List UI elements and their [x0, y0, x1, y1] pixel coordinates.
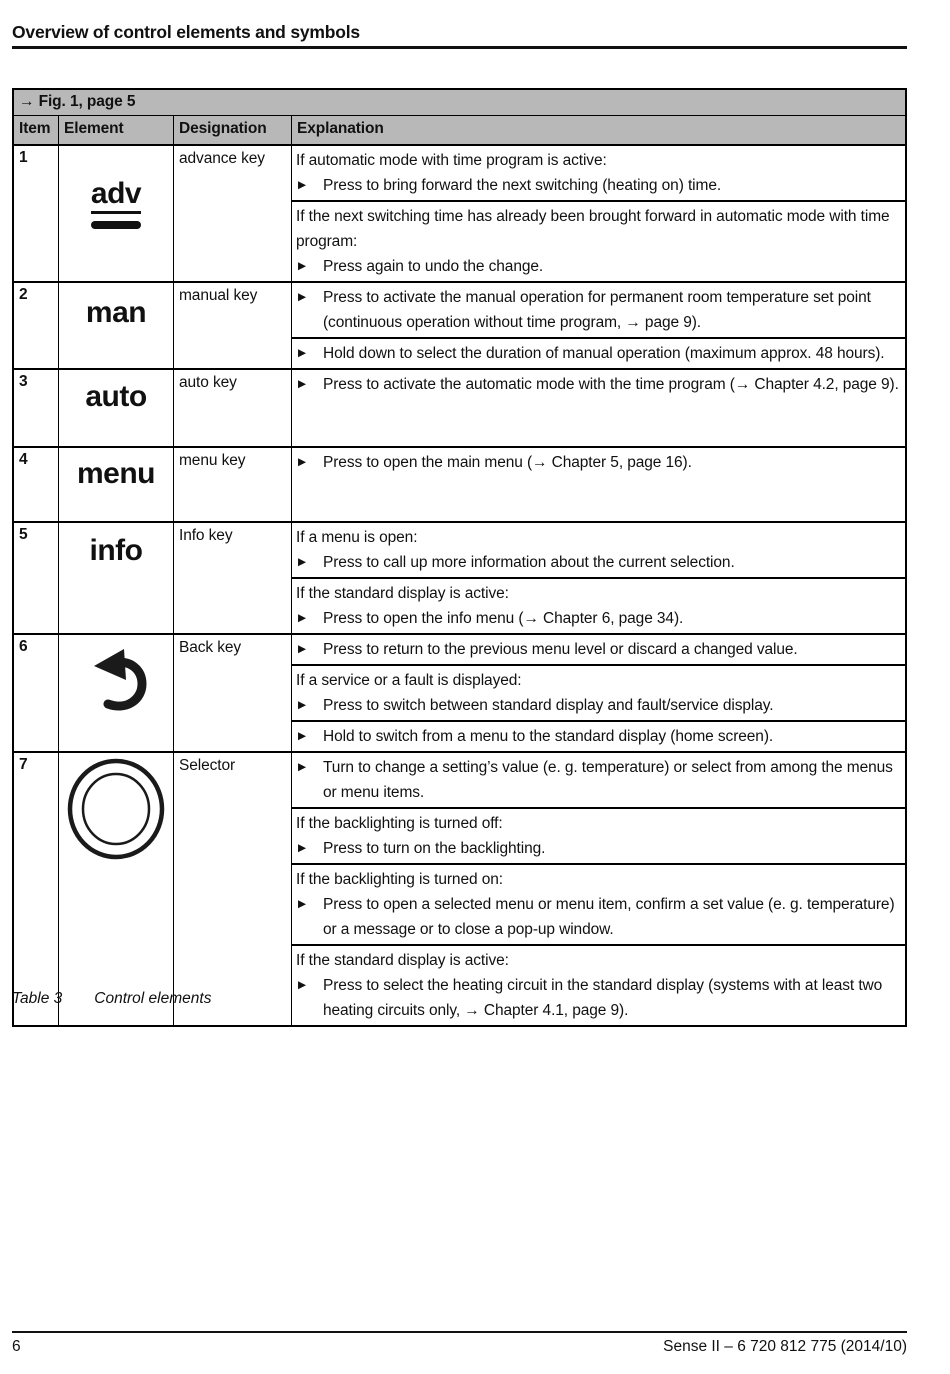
explanation-cell	[292, 635, 905, 751]
table-fig-header	[14, 90, 905, 116]
bullet-item	[296, 724, 899, 749]
explanation-subrow	[292, 863, 905, 944]
table-row	[14, 144, 905, 281]
designation-cell: Back key	[174, 635, 292, 751]
footer-document-id: Sense II – 6 720 812 775 (2014/10)	[663, 1338, 907, 1355]
bullet-item	[296, 341, 899, 366]
designation-cell: menu key	[174, 448, 292, 521]
bullet-item	[296, 892, 899, 942]
item-cell	[14, 283, 59, 368]
bullet-text: Press to activate the automatic mode with the time program (→ Chapter 4.2, page 9).	[323, 376, 899, 393]
condition-text: If a menu is open:	[296, 529, 418, 546]
bullet-item	[296, 973, 899, 1023]
bullet-triangle-icon: ▶	[298, 260, 307, 272]
explanation-cell	[292, 370, 905, 446]
bullet-triangle-icon: ▶	[298, 643, 307, 655]
bullet-text: Press to switch between standard display and fault/service display.	[323, 697, 774, 714]
bullet-triangle-icon: ▶	[298, 612, 307, 624]
explanation-subrow	[292, 807, 905, 863]
condition-text: If automatic mode with time program is active:	[296, 152, 607, 169]
bullet-triangle-icon: ▶	[298, 179, 307, 191]
bullet-text: Hold to switch from a menu to the standard display (home screen).	[323, 728, 774, 745]
condition-text: If the standard display is active:	[296, 952, 509, 969]
bullet-item	[296, 693, 899, 718]
bullet-triangle-icon: ▶	[298, 291, 307, 303]
bullet-text: Press to turn on the backlighting.	[323, 840, 546, 857]
bullet-text: Press to activate the manual operation for permanent room temperature set point (continuous operation without time program, → page 9).	[323, 289, 871, 331]
item-number: 7	[19, 756, 28, 773]
bullet-text: Turn to change a setting’s value (e. g. temperature) or select from among the menus or menu items.	[323, 759, 893, 801]
bullet-triangle-icon: ▶	[298, 730, 307, 742]
condition-text: If the backlighting is turned off:	[296, 815, 503, 832]
bullet-triangle-icon: ▶	[298, 842, 307, 854]
explanation-subrow	[292, 448, 905, 521]
key-label: adv	[91, 178, 141, 214]
back-arrow-icon	[80, 643, 152, 715]
bullet-triangle-icon: ▶	[298, 456, 307, 468]
column-header-element: Element	[59, 116, 174, 144]
explanation-subrow	[292, 944, 905, 1025]
key-label: menu	[76, 457, 155, 490]
explanation-subrow	[292, 523, 905, 577]
table-row	[14, 633, 905, 751]
bullet-text: Press to return to the previous menu level or discard a changed value.	[323, 641, 798, 658]
table-row	[14, 751, 905, 1025]
explanation-subrow	[292, 370, 905, 446]
bullet-triangle-icon: ▶	[298, 761, 307, 773]
bullet-item	[296, 606, 899, 631]
element-cell	[59, 283, 174, 368]
bullet-text: Press to select the heating circuit in the standard display (systems with at least two heating circuits only, → Chapter 4.1, page 9).	[323, 977, 883, 1019]
caption-text: Control elements	[94, 990, 212, 1007]
control-elements-table	[12, 88, 907, 1027]
element-cell	[59, 370, 174, 446]
table-row	[14, 446, 905, 521]
bullet-text: Press to call up more information about the current selection.	[323, 554, 735, 571]
caption-label: Table 3	[12, 990, 63, 1007]
item-cell	[14, 146, 59, 281]
bullet-text: Press to open the info menu (→ Chapter 6, page 34).	[323, 610, 684, 627]
bullet-triangle-icon: ▶	[298, 378, 307, 390]
item-number: 1	[19, 149, 28, 166]
bullet-triangle-icon: ▶	[298, 347, 307, 359]
item-number: 4	[19, 451, 28, 468]
item-number: 3	[19, 373, 28, 390]
explanation-subrow	[292, 577, 905, 633]
table-column-header-row	[14, 116, 905, 144]
explanation-subrow	[292, 146, 905, 200]
key-label: info	[89, 534, 143, 567]
designation-cell: Selector	[174, 753, 292, 1025]
condition-text: If the next switching time has already been brought forward in automatic mode with time program:	[296, 208, 890, 250]
page-heading: Overview of control elements and symbols	[12, 22, 360, 42]
bullet-triangle-icon: ▶	[298, 556, 307, 568]
item-cell	[14, 448, 59, 521]
bullet-item	[296, 637, 899, 662]
column-header-designation: Designation	[174, 116, 292, 144]
element-cell	[59, 146, 174, 281]
item-cell	[14, 753, 59, 1025]
item-number: 2	[19, 286, 28, 303]
fig-reference-text: → Fig. 1, page 5	[19, 93, 136, 110]
item-number: 6	[19, 638, 28, 655]
explanation-subrow	[292, 664, 905, 720]
designation-cell: auto key	[174, 370, 292, 446]
bullet-item	[296, 173, 899, 198]
bullet-text: Press again to undo the change.	[323, 258, 544, 275]
bullet-item	[296, 450, 899, 475]
explanation-cell	[292, 523, 905, 633]
footer-page-number: 6	[12, 1338, 21, 1355]
explanation-subrow	[292, 635, 905, 664]
explanation-subrow	[292, 200, 905, 281]
element-cell	[59, 635, 174, 751]
explanation-subrow	[292, 753, 905, 807]
bullet-triangle-icon: ▶	[298, 699, 307, 711]
bullet-item	[296, 550, 899, 575]
designation-cell: manual key	[174, 283, 292, 368]
table-row	[14, 281, 905, 368]
bullet-triangle-icon: ▶	[298, 979, 307, 991]
explanation-cell	[292, 753, 905, 1025]
element-cell	[59, 448, 174, 521]
table-row	[14, 521, 905, 633]
key-label: auto	[85, 380, 147, 413]
column-header-item: Item	[14, 116, 59, 144]
bullet-item	[296, 755, 899, 805]
item-number: 5	[19, 526, 28, 543]
explanation-subrow	[292, 337, 905, 368]
condition-text: If the backlighting is turned on:	[296, 871, 503, 888]
key-underbar	[91, 221, 141, 229]
bullet-text: Hold down to select the duration of manual operation (maximum approx. 48 hours).	[323, 345, 885, 362]
element-cell	[59, 753, 174, 1025]
footer-rule	[12, 1331, 907, 1333]
bullet-item	[296, 836, 899, 861]
key-label: man	[85, 296, 147, 329]
bullet-item	[296, 372, 899, 397]
table-rows	[14, 144, 905, 1025]
explanation-cell	[292, 283, 905, 368]
heading-rule	[12, 46, 907, 49]
table-row	[14, 368, 905, 446]
condition-text: If a service or a fault is displayed:	[296, 672, 522, 689]
explanation-cell	[292, 448, 905, 521]
bullet-text: Press to bring forward the next switching (heating on) time.	[323, 177, 722, 194]
designation-cell: Info key	[174, 523, 292, 633]
explanation-subrow	[292, 283, 905, 337]
condition-text: If the standard display is active:	[296, 585, 509, 602]
explanation-subrow	[292, 720, 905, 751]
bullet-text: Press to open a selected menu or menu item, confirm a set value (e. g. temperature) or a message or to close a pop-up window.	[323, 896, 895, 938]
bullet-text: Press to open the main menu (→ Chapter 5, page 16).	[323, 454, 692, 471]
item-cell	[14, 370, 59, 446]
bullet-item	[296, 254, 899, 279]
element-cell	[59, 523, 174, 633]
column-header-explanation: Explanation	[297, 120, 384, 137]
item-cell	[14, 635, 59, 751]
selector-knob-icon	[66, 758, 166, 860]
table-caption	[12, 990, 211, 1008]
item-cell	[14, 523, 59, 633]
designation-cell: advance key	[174, 146, 292, 281]
explanation-cell	[292, 146, 905, 281]
bullet-item	[296, 285, 899, 335]
bullet-triangle-icon: ▶	[298, 898, 307, 910]
